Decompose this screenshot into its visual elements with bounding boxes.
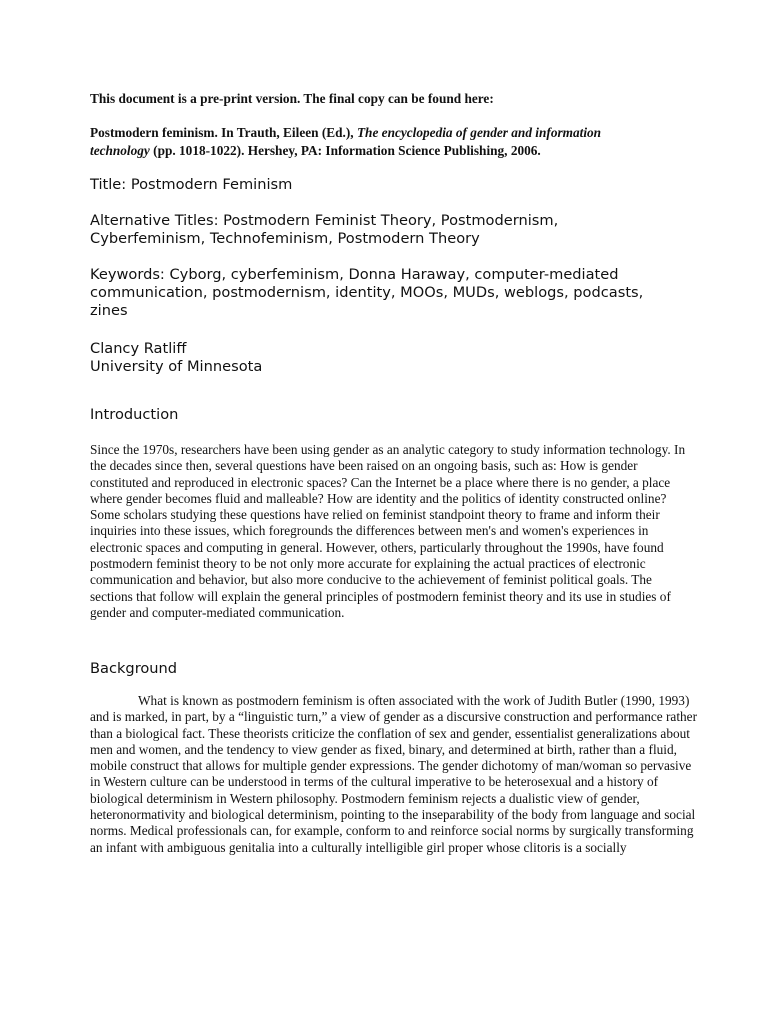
citation-book-title: The encyclopedia of gender and information technology bbox=[90, 125, 602, 158]
author-name: Clancy Ratliff bbox=[90, 340, 187, 357]
document-title: Title: Postmodern Feminism bbox=[90, 176, 293, 193]
alternative-titles: Alternative Titles: Postmodern Feminist Theory, Postmodernism, Cyberfeminism, Technofeminism, Postmodern Theory bbox=[90, 212, 559, 247]
citation bbox=[90, 124, 650, 160]
citation-prefix: Postmodern feminism. In Trauth, Eileen (Ed.), bbox=[90, 125, 357, 140]
background-paragraph: What is known as postmodern feminism is often associated with the work of Judith Butler (1990, 1993) and is marked, in part, by a “linguistic turn,” a view of gender as a discursive construction and performance rather than a biological fact. These theorists criticize the conflation of sex and gender, essentialist generalizations about men and women, and the tendency to view gender as fixed, binary, and determined at birth, rather than a fluid, mobile construct that allows for multiple gender expressions. The gender dichotomy of man/woman so pervasive in Western culture can be understood in terms of the cultural imperative to be heterosexual and a history of biological determinism in Western philosophy. Postmodern feminism rejects a dualistic view of gender, heteronormativity and biological determinism, pointing to the inseparability of the body from language and social norms. Medical professionals can, for example, conform to and reinforce social norms by surgically transforming an infant with ambiguous genitalia into a culturally intelligible girl proper whose clitoris is a socially bbox=[90, 693, 698, 855]
introduction-paragraph: Since the 1970s, researchers have been using gender as an analytic category to study information technology. In the decades since then, several questions have been raised on an ongoing basis, such as: How is gender constituted and reproduced in electronic spaces? Can the Internet be a place where there is no gender, a place where gender becomes fluid and malleable? How are identity and the politics of identity constructed online? Some scholars studying these questions have relied on feminist standpoint theory to frame and inform their inquiries into these issues, which foregrounds the differences between men's and women's experiences in electronic spaces and computing in general. However, others, particularly throughout the 1990s, have found postmodern feminist theory to be not only more accurate for explaining the actual practices of electronic communication and behavior, but also more conducive to the achievement of feminist political goals. The sections that follow will explain the general principles of postmodern feminist theory and its use in studies of gender and computer-mediated communication. bbox=[90, 442, 686, 620]
introduction-heading: Introduction bbox=[90, 406, 179, 423]
keywords: Keywords: Cyborg, cyberfeminism, Donna Haraway, computer-mediated communication, postmodernism, identity, MOOs, MUDs, weblogs, podcasts, zines bbox=[90, 266, 644, 319]
citation-suffix: (pp. 1018-1022). Hershey, PA: Information Science Publishing, 2006. bbox=[149, 143, 541, 158]
background-heading: Background bbox=[90, 660, 178, 677]
preprint-notice: This document is a pre-print version. The final copy can be found here: bbox=[90, 91, 494, 106]
author-block bbox=[90, 340, 262, 376]
author-affiliation: University of Minnesota bbox=[90, 358, 263, 375]
